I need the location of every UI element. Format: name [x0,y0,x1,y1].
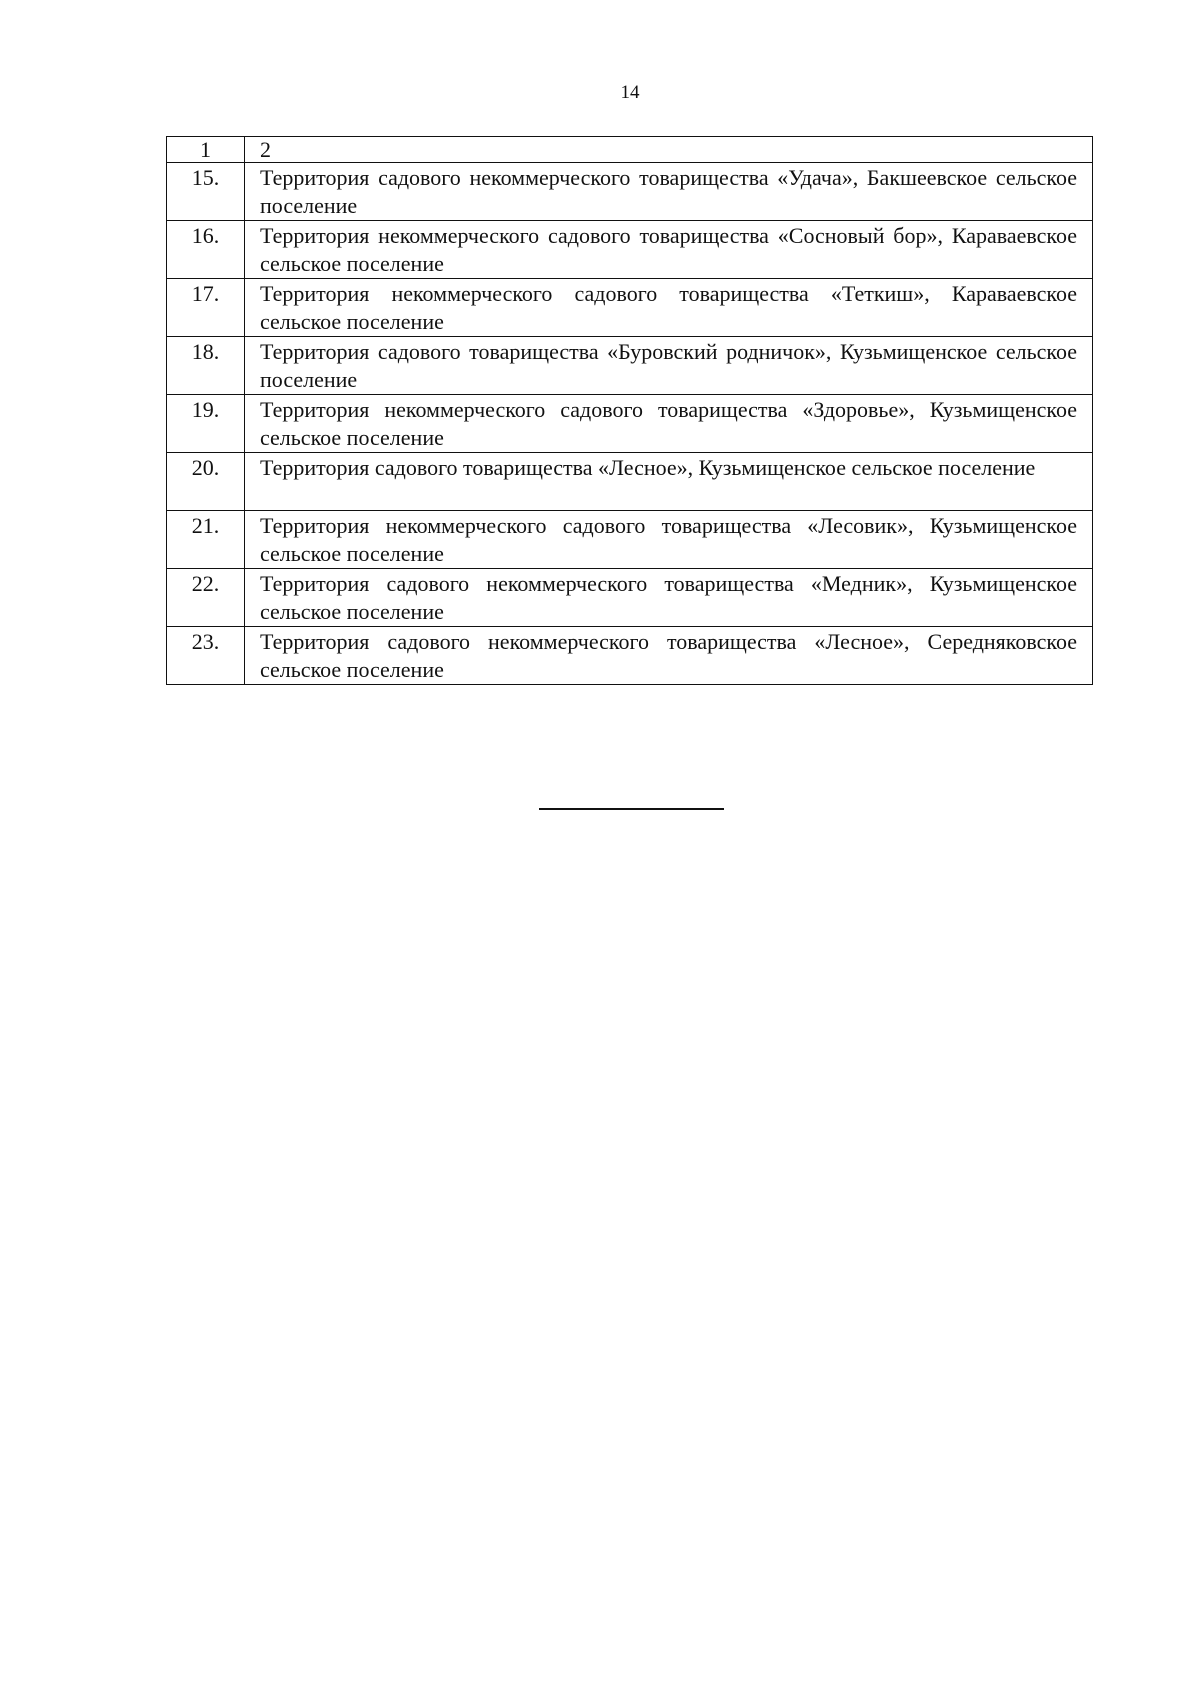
table-row [167,279,1093,337]
row-number: 19. [167,395,245,453]
page-number: 14 [620,82,640,103]
table-row [167,569,1093,627]
table-row [167,221,1093,279]
row-number: 22. [167,569,245,627]
row-number: 15. [167,163,245,221]
table-row [167,511,1093,569]
row-description: Территория некоммерческого садового товарищества «Теткиш», Караваевское сельское поселение [245,279,1093,337]
row-description: Территория садового некоммерческого товарищества «Лесное», Середняковское сельское поселение [245,627,1093,685]
table-row [167,395,1093,453]
row-number: 21. [167,511,245,569]
table-row [167,163,1093,221]
end-divider-line [539,808,724,810]
table-header-row [167,137,1093,163]
row-description: Территория некоммерческого садового товарищества «Лесовик», Кузьмищенское сельское поселение [245,511,1093,569]
table-row [167,337,1093,395]
table-row [167,453,1093,511]
row-description: Территория садового некоммерческого товарищества «Удача», Бакшеевское сельское поселение [245,163,1093,221]
row-number: 20. [167,453,245,511]
row-description: Территория некоммерческого садового товарищества «Сосновый бор», Караваевское сельское поселение [245,221,1093,279]
row-description: Территория садового некоммерческого товарищества «Медник», Кузьмищенское сельское поселение [245,569,1093,627]
row-description: Территория садового товарищества «Лесное», Кузьмищенское сельское поселение [245,453,1093,511]
row-number: 23. [167,627,245,685]
header-col-2: 2 [245,137,1093,163]
row-number: 17. [167,279,245,337]
territory-table [166,136,1093,685]
row-description: Территория садового товарищества «Буровский родничок», Кузьмищенское сельское поселение [245,337,1093,395]
row-description: Территория некоммерческого садового товарищества «Здоровье», Кузьмищенское сельское поселение [245,395,1093,453]
header-col-1: 1 [167,137,245,163]
row-number: 16. [167,221,245,279]
table-row [167,627,1093,685]
row-number: 18. [167,337,245,395]
